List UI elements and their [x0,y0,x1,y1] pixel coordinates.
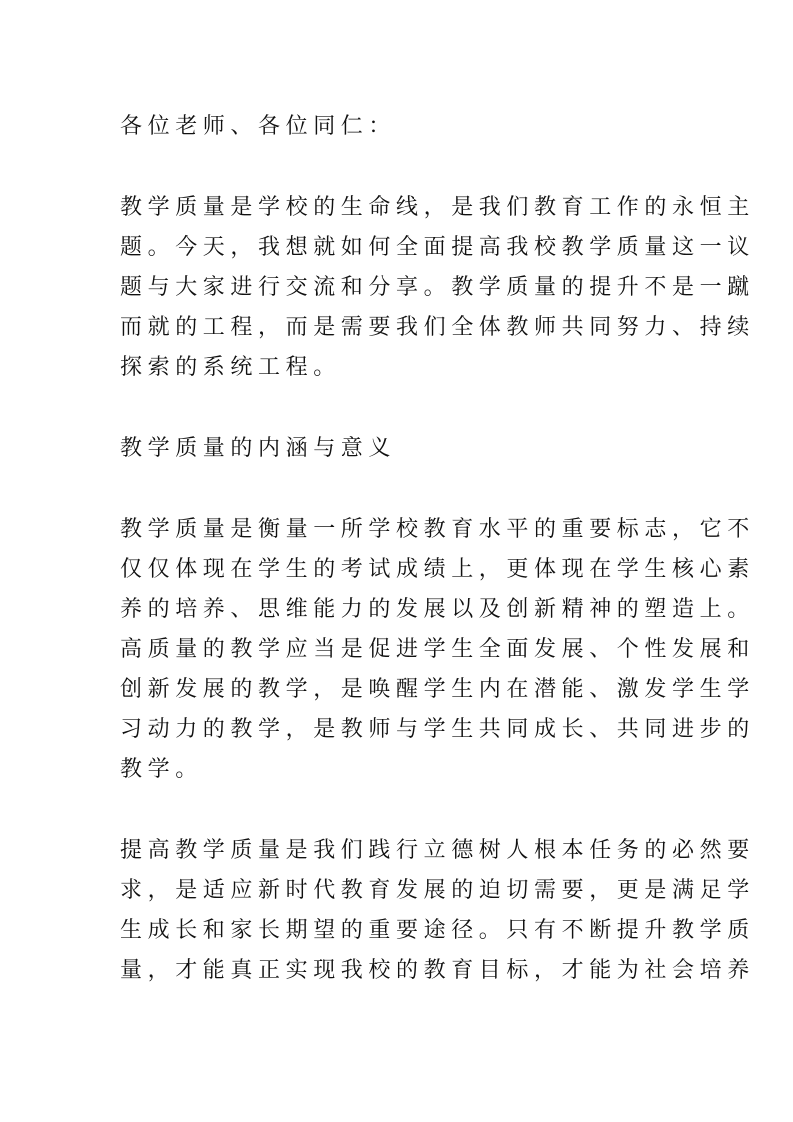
greeting-line: 各位老师、各位同仁： [120,114,397,139]
paragraph-gap [120,388,676,429]
text-line: 求，是适应新时代教育发展的迫切需要，更是满足学 [120,878,755,903]
text-line: 创新发展的教学，是唤醒学生内在潜能、激发学生学 [120,677,755,702]
text-line: 教学质量是衡量一所学校教育水平的重要标志，它不 [120,517,755,542]
text-line: 教学质量是学校的生命线，是我们教育工作的永恒主 [120,195,755,220]
greeting [120,107,676,147]
text-line: 探索的系统工程。 [120,355,341,380]
importance-paragraph [120,831,755,991]
text-line: 生成长和家长期望的重要途径。只有不断提升教学质 [120,918,755,943]
text-line: 养的培养、思维能力的发展以及创新精神的塑造上。 [120,597,755,622]
text-line: 高质量的教学应当是促进学生全面发展、个性发展和 [120,637,755,662]
text-line: 教学。 [120,757,203,782]
text-line: 仅仅体现在学生的考试成绩上，更体现在学生核心素 [120,557,755,582]
text-line: 习动力的教学，是教师与学生共同成长、共同进步的 [120,717,755,742]
meaning-paragraph [120,510,755,790]
text-line: 量，才能真正实现我校的教育目标，才能为社会培养 [120,958,755,983]
text-line: 题。今天，我想就如何全面提高我校教学质量这一议 [120,235,755,260]
document-page [120,107,755,991]
text-line: 而就的工程，而是需要我们全体教师共同努力、持续 [120,315,755,340]
paragraph-gap [120,469,676,510]
paragraph-gap [120,147,676,188]
text-line: 提高教学质量是我们践行立德树人根本任务的必然要 [120,838,755,863]
text-line: 题与大家进行交流和分享。教学质量的提升不是一蹴 [120,275,755,300]
intro-paragraph [120,188,755,388]
heading-line: 教学质量的内涵与意义 [120,436,397,461]
paragraph-gap [120,790,676,831]
section-heading [120,429,676,469]
